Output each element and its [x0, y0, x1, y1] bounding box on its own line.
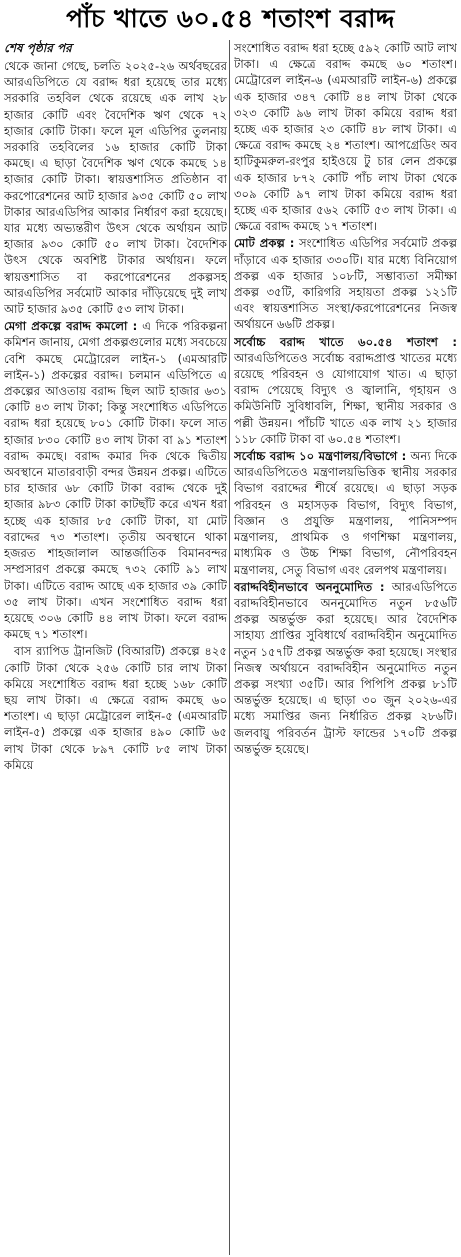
paragraph: [234, 235, 457, 332]
paragraph: [234, 448, 457, 578]
section-subhead: সর্বোচ্চ বরাদ্দ ১০ মন্ত্রণালয়/বিভাগে :: [234, 449, 407, 464]
paragraph: [234, 334, 457, 447]
paragraph-text: সংশোধিত বরাদ্দ ধরা হচ্ছে ৫৯২ কোটি আট লাখ টাকা। এ ক্ষেত্রে বরাদ্দ কমছে ৬০ শতাংশ। মেট্রোরেল লাইন-৬ (এমআরটি লাইন-৬) প্রকল্পে এক হাজার ৩৪৭ কোটি ৪৪ লাখ টাকা থেকে ৩২৩ কোটি ৯৬ লাখ টাকা কমিয়ে বরাদ্দ ধরা হচ্ছে এক হাজার ২৩ কোটি ৪৮ লাখ টাকা। এ ক্ষেত্রে বরাদ্দ কমছে ২৪ শতাংশ। আপগ্রেডিং অব হাটিকুমরুল-রংপুর হাইওয়ে টু চার লেন প্রকল্পে এক হাজার ৮৭২ কোটি পাঁচ লাখ টাকা থেকে ৩০৯ কোটি ৯৭ লাখ টাকা কমিয়ে বরাদ্দ ধরা হচ্ছে এক হাজার ৫৬২ কোটি ৫৩ লাখ টাকা। এ ক্ষেত্রে বরাদ্দ কমছে ১৭ শতাংশ।: [234, 41, 457, 234]
section-subhead: মোট প্রকল্প :: [234, 236, 295, 251]
continued-from-label: শেষ পৃষ্ঠার পর: [4, 41, 72, 55]
paragraph: [4, 643, 227, 773]
paragraph: [234, 40, 457, 234]
section-subhead: বরাদ্দবিহীনভাবে অননুমোদিত :: [234, 579, 385, 594]
paragraph-text: সংশোধিত এডিপির সর্বমোট প্রকল্প দাঁড়াবে এক হাজার ৩৩০টি। যার মধ্যে বিনিয়োগ প্রকল্প এক হাজার ১০৮টি, সম্ভাব্যতা সমীক্ষা প্রকল্প ৩৫টি, কারিগরি সহায়তা প্রকল্প ১২১টি এবং স্বায়ত্তশাসিত সংস্থা/করপোরেশনের নিজস্ব অর্থায়নে ৬৬টি প্রকল্প।: [234, 236, 457, 332]
paragraph-text: আরএডিপিতেও সর্বোচ্চ বরাদ্দপ্রাপ্ত খাতের মধ্যে রয়েছে পরিবহন ও যোগাযোগ খাত। এ ছাড়া বরাদ্দ পেয়েছে বিদ্যুৎ ও জ্বালানি, গৃহায়ন ও কমিউনিটি সুবিধাবলি, শিক্ষা, স্থানীয় সরকার ও পল্লী উন্নয়ন। পাঁচটি খাতে এক লাখ ২১ হাজার ১১৮ কোটি টাকা বা ৬০.৫৪ শতাংশ।: [234, 350, 457, 446]
paragraph-text: অন্য দিকে আরএডিপিতেও মন্ত্রণালয়ভিত্তিক স্থানীয় সরকার বিভাগ বরাদ্দের শীর্ষে রয়েছে। এ ছাড়া সড়ক পরিবহন ও মহাসড়ক বিভাগ, বিদ্যুৎ বিভাগ, বিজ্ঞান ও প্রযুক্তি মন্ত্রণালয়, পানিসম্পদ মন্ত্রণালয়, প্রাথমিক ও গণশিক্ষা মন্ত্রণালয়, মাধ্যমিক ও উচ্চ শিক্ষা বিভাগ, নৌপরিবহন মন্ত্রণালয়, সেতু বিভাগ এবং রেলপথ মন্ত্রণালয়।: [234, 449, 457, 577]
paragraph: [4, 318, 227, 642]
paragraph: [4, 58, 227, 317]
paragraph-text: থেকে জানা গেছে, চলতি ২০২৫-২৬ অর্থবছরের আরএডিপিতে যে বরাদ্দ ধরা হয়েছে তার মধ্যে সরকারি তহবিল থেকে রয়েছে এক লাখ ২৮ হাজার কোটি এবং বৈদেশিক ঋণ থেকে ৭২ হাজার কোটি টাকা। ফলে মূল এডিপির তুলনায় সরকারি তহবিলের ১৬ হাজার কোটি টাকা কমছে। এ ছাড়া বৈদেশিক ঋণ থেকে কমছে ১৪ হাজার কোটি টাকা। স্বায়ত্তশাসিত প্রতিষ্ঠান বা করপোরেশনের আট হাজার ৯৩৫ কোটি ৫০ লাখ টাকার আরএডিপির আকার নির্ধারণ করা হয়েছে। যার মধ্যে অভ্যন্তরীণ উৎস থেকে অর্থায়ন আট হাজার ৯৩০ কোটি ৫০ লাখ টাকা। বৈদেশিক উৎস থেকে অবশিষ্ট টাকার অর্থায়ন। ফলে স্বায়ত্তশাসিত বা করপোরেশনের প্রকল্পসহ আরএডিপির সর্বমোট আকার দাঁড়িয়েছে দুই লাখ আট হাজার ৯৩৫ কোটি ৫৩ লাখ টাকা।: [4, 59, 227, 317]
section-subhead: সর্বোচ্চ বরাদ্দ খাতে ৬০.৫৪ শতাংশ :: [234, 334, 457, 349]
paragraph: [234, 579, 457, 757]
left-column: [4, 40, 227, 1257]
paragraph-text: আরএডিপিতে বরাদ্দবিহীনভাবে অননুমোদিত নতুন ৮৫৬টি প্রকল্প অন্তর্ভুক্ত করা হয়েছে। আর বৈদেশিক সাহায্য প্রাপ্তির সুবিধার্থে বরাদ্দবিহীন অনুমোদিত নতুন ১৫৭টি প্রকল্প অন্তর্ভুক্ত করা হয়েছে। সংস্থার নিজস্ব অর্থায়নে বরাদ্দবিহীন অনুমোদিত নতুন প্রকল্প সংখ্যা ৩৫টি। আর পিপিপি প্রকল্প ৮১টি অন্তর্ভুক্ত হয়েছে। এ ছাড়া ৩০ জুন ২০২৬-এর মধ্যে সমাপ্তির জন্য নির্ধারিত প্রকল্প ২৮৬টি। জলবায়ু পরিবর্তন ট্রাস্ট ফান্ডের ১৭০টি প্রকল্প অন্তর্ভুক্ত হয়েছে।: [234, 579, 457, 756]
paragraph-text: বাস র‍্যাপিড ট্রানজিট (বিআরটি) প্রকল্পে ৪২৫ কোটি টাকা থেকে ২৫৬ কোটি চার লাখ টাকা কমিয়ে সংশোধিত বরাদ্দ ধরা হচ্ছে ১৬৮ কোটি ছয় লাখ টাকা। এ ক্ষেত্রে বরাদ্দ কমছে ৬০ শতাংশ। এ ছাড়া মেট্রোরেল লাইন-৫ (এমআরটি লাইন-৫) প্রকল্পে এক হাজার ৪৯০ কোটি ৬৫ লাখ টাকা থেকে ৮৯৭ কোটি ৮৫ লাখ টাকা কমিয়ে: [4, 644, 227, 772]
headline: পাঁচ খাতে ৬০.৫৪ শতাংশ বরাদ্দ: [66, 3, 395, 33]
paragraph-text: এ দিকে পরিকল্পনা কমিশন জানায়, মেগা প্রকল্পগুলোর মধ্যে সবচেয়ে বেশি কমছে মেট্রোরেল লাইন-১ (এমআরটি লাইন-১) প্রকল্পের বরাদ্দ। চলমান এডিপিতে এ প্রকল্পের আওতায় বরাদ্দ ছিল আট হাজার ৬৩১ কোটি ৪৩ লাখ টাকা; কিন্তু সংশোধিত এডিপিতে বরাদ্দ ধরা হয়েছে ৮০১ কোটি টাকা। ফলে সাত হাজার ৮৩০ কোটি ৪৩ লাখ টাকা বা ৯১ শতাংশ বরাদ্দ কমছে। বরাদ্দ কমার দিক থেকে দ্বিতীয় অবস্থানে মাতারবাড়ী বন্দর উন্নয়ন প্রকল্প। এটিতে চার হাজার ৬৮ কোটি টাকা বরাদ্দ থেকে দুই হাজার ৯৮৩ কোটি টাকা কাটছাঁট করে এখন ধরা হচ্ছে এক হাজার ৮৫ কোটি টাকা, যা মোট বরাদ্দের ৭৩ শতাংশ। তৃতীয় অবস্থানে থাকা হজরত শাহজালাল আন্তর্জাতিক বিমানবন্দর সম্প্রসারণ প্রকল্পে কমছে ৭৩২ কোটি ৯১ লাখ টাকা। এটিতে বরাদ্দ আছে এক হাজার ৩৯ কোটি ৩৫ লাখ টাকা। এখন সংশোধিত বরাদ্দ ধরা হয়েছে ৩০৬ কোটি ৪৪ লাখ টাকা। ফলে বরাদ্দ কমছে ৭১ শতাংশ।: [4, 319, 227, 642]
section-subhead: মেগা প্রকল্পে বরাদ্দ কমলো :: [4, 319, 138, 334]
right-column: [234, 40, 457, 1257]
column-divider: [229, 40, 230, 1255]
